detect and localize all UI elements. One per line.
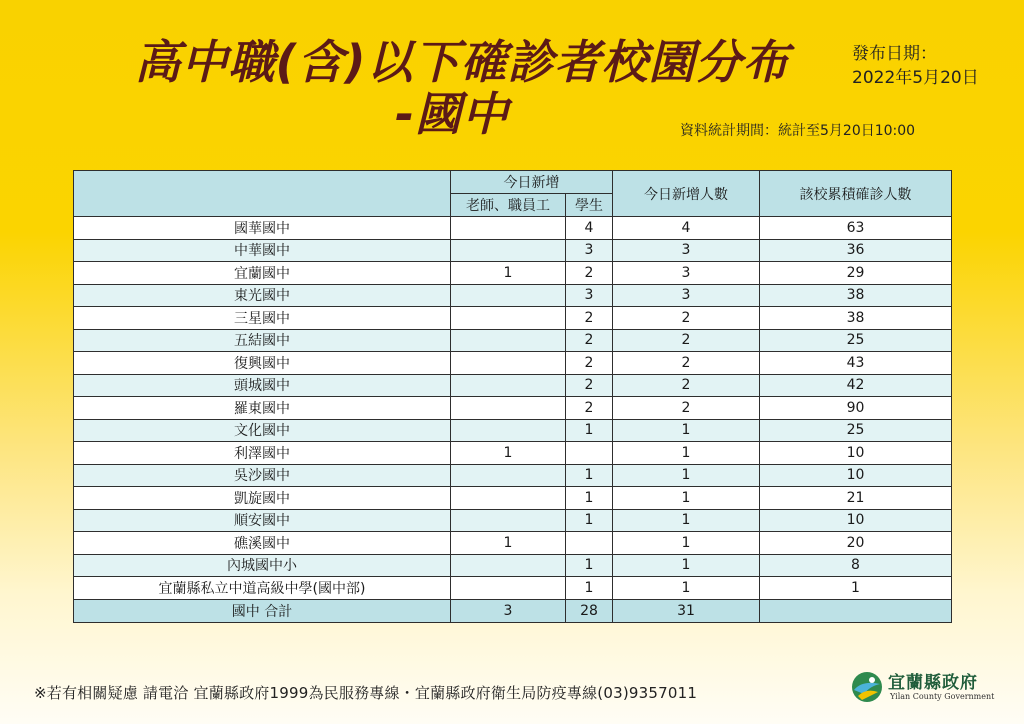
table-row — [74, 464, 952, 487]
table-row — [74, 487, 952, 510]
title-line-2: -國中 — [394, 87, 510, 141]
table-row — [74, 419, 952, 442]
student-count-cell: 1 — [566, 509, 613, 532]
student-count-cell: 1 — [566, 419, 613, 442]
cumulative-count-cell: 90 — [760, 397, 952, 420]
cumulative-count-cell: 10 — [760, 442, 952, 465]
today-total-cell: 2 — [613, 374, 760, 397]
total-label: 國中 合計 — [74, 599, 451, 622]
table-row — [74, 217, 952, 240]
contact-note: ※若有相關疑慮 請電洽 宜蘭縣政府1999為民服務專線・宜蘭縣政府衛生局防疫專線(03)9357011 — [34, 684, 698, 702]
table-row — [74, 262, 952, 285]
school-name-cell: 順安國中 — [74, 509, 451, 532]
cumulative-count-cell: 25 — [760, 419, 952, 442]
student-count-cell: 1 — [566, 577, 613, 600]
today-total-cell: 2 — [613, 397, 760, 420]
student-count-cell — [566, 442, 613, 465]
student-count-cell: 1 — [566, 464, 613, 487]
today-total-cell: 2 — [613, 329, 760, 352]
today-total-cell: 3 — [613, 284, 760, 307]
cumulative-count-cell: 10 — [760, 509, 952, 532]
today-total-cell: 1 — [613, 487, 760, 510]
header-school — [74, 171, 451, 217]
today-total-cell: 1 — [613, 464, 760, 487]
student-count-cell: 3 — [566, 239, 613, 262]
school-cases-table — [73, 170, 952, 623]
student-count-cell: 2 — [566, 352, 613, 375]
school-name-cell: 文化國中 — [74, 419, 451, 442]
cumulative-count-cell: 29 — [760, 262, 952, 285]
student-count-cell: 3 — [566, 284, 613, 307]
table-row — [74, 329, 952, 352]
cumulative-count-cell: 36 — [760, 239, 952, 262]
school-name-cell: 凱旋國中 — [74, 487, 451, 510]
school-name-cell: 羅東國中 — [74, 397, 451, 420]
school-name-cell: 中華國中 — [74, 239, 451, 262]
cumulative-count-cell: 38 — [760, 307, 952, 330]
total-cumulative — [760, 599, 952, 622]
student-count-cell: 1 — [566, 554, 613, 577]
staff-count-cell — [451, 329, 566, 352]
today-total-cell: 2 — [613, 352, 760, 375]
staff-count-cell — [451, 419, 566, 442]
today-total-cell: 1 — [613, 577, 760, 600]
student-count-cell: 2 — [566, 307, 613, 330]
school-name-cell: 復興國中 — [74, 352, 451, 375]
school-name-cell: 利澤國中 — [74, 442, 451, 465]
cumulative-count-cell: 10 — [760, 464, 952, 487]
table-row — [74, 307, 952, 330]
school-name-cell: 吳沙國中 — [74, 464, 451, 487]
school-name-cell: 國華國中 — [74, 217, 451, 240]
today-total-cell: 1 — [613, 554, 760, 577]
today-total-cell: 1 — [613, 442, 760, 465]
staff-count-cell: 1 — [451, 262, 566, 285]
header-cumulative: 該校累積確診人數 — [760, 171, 952, 217]
school-name-cell: 內城國中小 — [74, 554, 451, 577]
table-row — [74, 509, 952, 532]
staff-count-cell — [451, 374, 566, 397]
today-total-cell: 1 — [613, 532, 760, 555]
total-student: 28 — [566, 599, 613, 622]
staff-count-cell — [451, 284, 566, 307]
staff-count-cell — [451, 217, 566, 240]
table-row — [74, 352, 952, 375]
cumulative-count-cell: 63 — [760, 217, 952, 240]
staff-count-cell — [451, 464, 566, 487]
school-name-cell: 宜蘭縣私立中道高級中學(國中部) — [74, 577, 451, 600]
staff-count-cell — [451, 509, 566, 532]
header-today-total: 今日新增人數 — [613, 171, 760, 217]
today-total-cell: 2 — [613, 307, 760, 330]
cumulative-count-cell: 21 — [760, 487, 952, 510]
student-count-cell: 2 — [566, 329, 613, 352]
today-total-cell: 1 — [613, 509, 760, 532]
student-count-cell — [566, 532, 613, 555]
logo-english-name: Yilan County Government — [890, 692, 995, 701]
school-name-cell: 三星國中 — [74, 307, 451, 330]
publish-date-value: 2022年5月20日 — [852, 68, 979, 88]
school-name-cell: 礁溪國中 — [74, 532, 451, 555]
student-count-cell: 2 — [566, 262, 613, 285]
staff-count-cell — [451, 577, 566, 600]
table-row — [74, 577, 952, 600]
staff-count-cell — [451, 239, 566, 262]
today-total-cell: 1 — [613, 419, 760, 442]
today-total-cell: 3 — [613, 262, 760, 285]
staff-count-cell — [451, 397, 566, 420]
table-row — [74, 554, 952, 577]
staff-count-cell — [451, 487, 566, 510]
student-count-cell: 4 — [566, 217, 613, 240]
publish-date-label: 發布日期： — [852, 44, 937, 64]
staff-count-cell — [451, 307, 566, 330]
staff-count-cell — [451, 352, 566, 375]
student-count-cell: 1 — [566, 487, 613, 510]
staff-count-cell: 1 — [451, 442, 566, 465]
table-row — [74, 397, 952, 420]
staff-count-cell — [451, 554, 566, 577]
cumulative-count-cell: 42 — [760, 374, 952, 397]
school-name-cell: 東光國中 — [74, 284, 451, 307]
school-name-cell: 宜蘭國中 — [74, 262, 451, 285]
staff-count-cell: 1 — [451, 532, 566, 555]
cumulative-count-cell: 8 — [760, 554, 952, 577]
yilan-county-logo — [850, 668, 1000, 708]
cumulative-count-cell: 25 — [760, 329, 952, 352]
total-today: 31 — [613, 599, 760, 622]
header-staff: 老師、職員工 — [451, 194, 566, 217]
yilan-emblem-icon — [850, 670, 884, 704]
cumulative-count-cell: 1 — [760, 577, 952, 600]
total-staff: 3 — [451, 599, 566, 622]
cumulative-count-cell: 43 — [760, 352, 952, 375]
header-student: 學生 — [566, 194, 613, 217]
cumulative-count-cell: 20 — [760, 532, 952, 555]
today-total-cell: 4 — [613, 217, 760, 240]
table-row — [74, 442, 952, 465]
header-today-new: 今日新增 — [451, 171, 613, 194]
student-count-cell: 2 — [566, 374, 613, 397]
table-row — [74, 374, 952, 397]
logo-chinese-name: 宜蘭縣政府 — [888, 673, 978, 693]
school-name-cell: 頭城國中 — [74, 374, 451, 397]
title-line-1: 高中職(含)以下確診者校園分布 — [134, 35, 790, 89]
today-total-cell: 3 — [613, 239, 760, 262]
school-name-cell: 五結國中 — [74, 329, 451, 352]
table-row — [74, 239, 952, 262]
stats-period: 資料統計期間：統計至5月20日10:00 — [680, 123, 916, 139]
cumulative-count-cell: 38 — [760, 284, 952, 307]
table-row — [74, 284, 952, 307]
publish-date-block — [852, 42, 979, 90]
table-row — [74, 532, 952, 555]
total-row — [74, 599, 952, 622]
student-count-cell: 2 — [566, 397, 613, 420]
